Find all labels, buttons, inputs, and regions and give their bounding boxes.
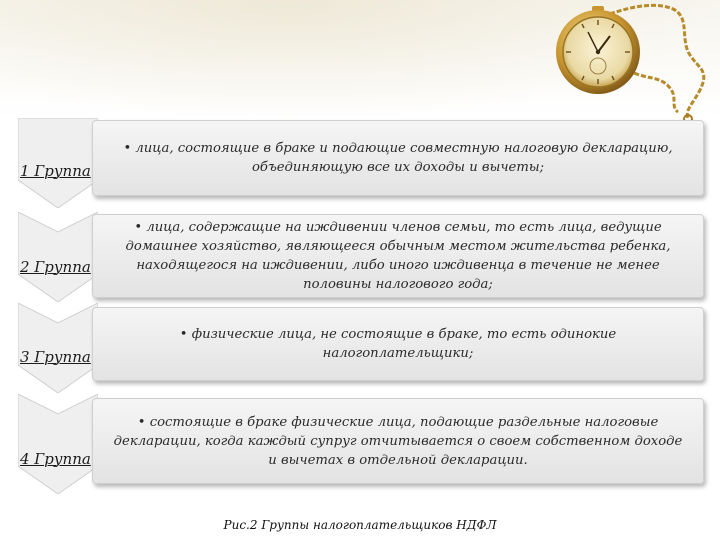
group-description-2: • лица, содержащие на иждивении членов семьи, то есть лица, ведущие домашнее хозяйство, являющееся обычным местом жительства ребенка, находящегося на иждивении, либо иного иждивенца в течение не менее половины налогового года;	[125, 220, 671, 292]
figure-caption: Рис.2 Группы налогоплательщиков НДФЛ	[223, 518, 497, 532]
pocket-watch-icon	[540, 0, 720, 125]
group-description-1: • лица, состоящие в браке и подающие совместную налоговую декларацию, объединяющую все их доходы и вычеты;	[123, 141, 673, 175]
group-description-4: • состоящие в браке физические лица, подающие раздельные налоговые декларации, когда каждый супруг отчитывается о своем собственном доходе и вычетах в отдельной декларации.	[113, 414, 683, 468]
group-label-1: 1 Группа	[20, 162, 91, 180]
group-description-3: • физические лица, не состоящие в браке, то есть одинокие налогоплательщики;	[179, 327, 617, 361]
group-chevron-4	[18, 394, 98, 494]
group-description-box-1	[92, 120, 704, 196]
group-description-box-2	[92, 214, 704, 298]
group-description-box-4	[92, 398, 704, 484]
group-label-2: 2 Группа	[20, 258, 91, 276]
group-chevron-2	[18, 212, 98, 302]
group-label-3: 3 Группа	[20, 348, 91, 366]
group-description-box-3	[92, 307, 704, 381]
group-label-4: 4 Группа	[20, 450, 91, 468]
